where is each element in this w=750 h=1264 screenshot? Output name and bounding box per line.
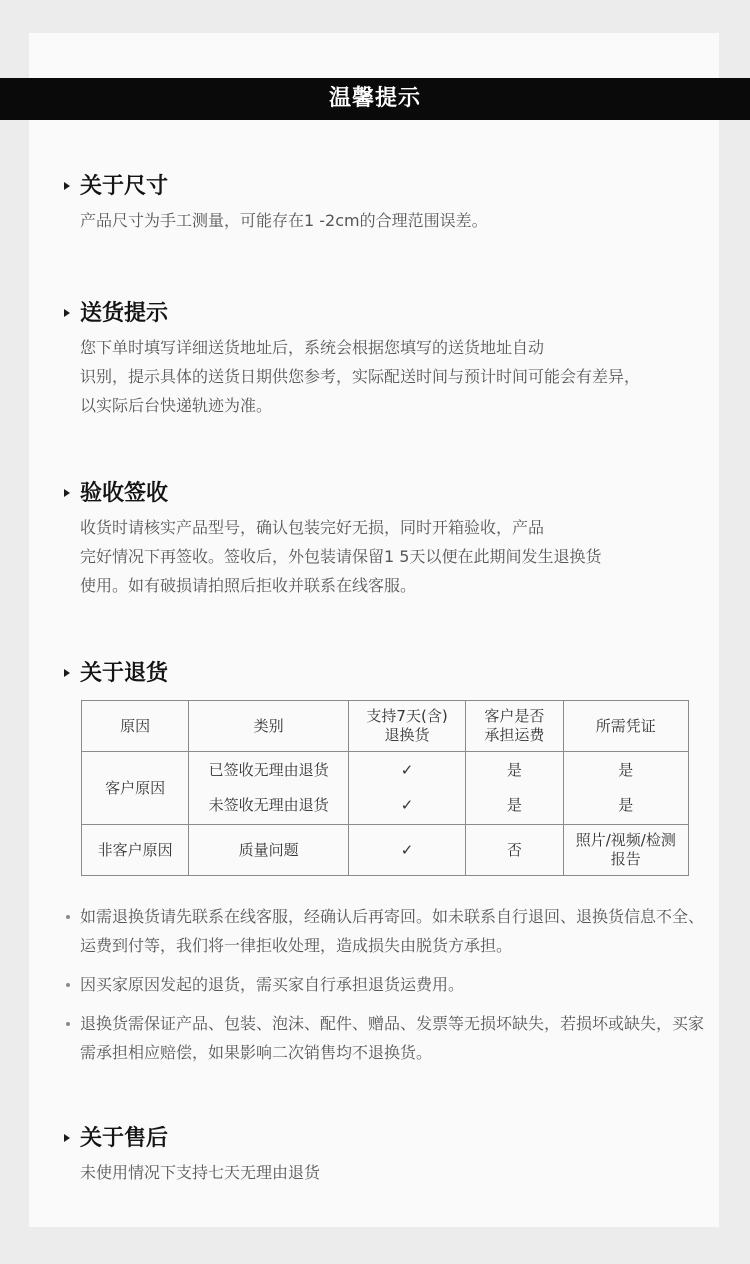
returns-notes xyxy=(64,902,714,1077)
cell-category xyxy=(189,752,349,825)
triangle-bullet-icon xyxy=(64,489,70,497)
section-title-text: 送货提示 xyxy=(80,301,169,326)
checkmark-icon: ✓ xyxy=(400,761,414,779)
triangle-bullet-icon xyxy=(64,309,70,317)
proof-value: 是 xyxy=(618,761,634,779)
triangle-bullet-icon xyxy=(64,669,70,677)
checkmark-icon: ✓ xyxy=(348,825,465,876)
section-title xyxy=(64,659,714,689)
section-body: 产品尺寸为手工测量，可能存在1 -2cm的合理范围误差。 xyxy=(80,211,488,230)
category-item: 未签收无理由退货 xyxy=(208,796,329,814)
table-row xyxy=(82,825,689,876)
header-proof: 所需凭证 xyxy=(563,701,688,752)
section-title xyxy=(64,299,714,329)
section-title xyxy=(64,1124,714,1154)
section-body: 您下单时填写详细送货地址后，系统会根据您填写的送货地址自动 识别，提示具体的送货日期供您参考，实际配送时间与预计时间可能会有差异， 以实际后台快递轨迹为准。 xyxy=(80,338,641,415)
section-aftersale xyxy=(64,1124,714,1187)
list-item xyxy=(64,902,714,960)
cell-proof: 照片/视频/检测 报告 xyxy=(563,825,688,876)
category-item: 已签收无理由退货 xyxy=(208,761,329,779)
note-text: 因买家原因发起的退货，需买家自行承担退货运费用。 xyxy=(80,975,465,994)
returns-table xyxy=(81,700,689,876)
header-bear: 客户是否 承担运费 xyxy=(466,701,563,752)
header-support: 支持7天(含) 退换货 xyxy=(348,701,465,752)
cell-bear xyxy=(466,752,563,825)
triangle-bullet-icon xyxy=(64,1134,70,1142)
list-item xyxy=(64,970,714,999)
triangle-bullet-icon xyxy=(64,182,70,190)
table-header-row xyxy=(82,701,689,752)
page-banner: 温馨提示 xyxy=(0,78,750,120)
dot-bullet-icon xyxy=(66,983,70,987)
section-body: 收货时请核实产品型号，确认包装完好无损，同时开箱验收，产品 完好情况下再签收。签收后，外包装请保留1 5天以便在此期间发生退换货 使用。如有破损请拍照后拒收并联系在线客服。 xyxy=(80,518,602,595)
dot-bullet-icon xyxy=(66,915,70,919)
section-title xyxy=(64,479,714,509)
bear-value: 是 xyxy=(506,796,522,814)
dot-bullet-icon xyxy=(66,1022,70,1026)
cell-support xyxy=(348,752,465,825)
section-inspection xyxy=(64,479,714,600)
section-returns xyxy=(64,659,714,689)
note-text: 如需退换货请先联系在线客服，经确认后再寄回。如未联系自行退回、退换货信息不全、运费到付等，我们将一律拒收处理，造成损失由脱货方承担。 xyxy=(80,907,705,955)
section-title xyxy=(64,172,714,202)
cell-reason: 客户原因 xyxy=(82,752,189,825)
note-text: 退换货需保证产品、包装、泡沫、配件、赠品、发票等无损坏缺失，若损坏或缺失，买家需承担相应赔偿，如果影响二次销售均不退换货。 xyxy=(80,1014,705,1062)
table-row xyxy=(82,752,689,825)
section-title-text: 关于尺寸 xyxy=(80,174,169,199)
proof-value: 是 xyxy=(618,796,634,814)
cell-reason: 非客户原因 xyxy=(82,825,189,876)
section-body: 未使用情况下支持七天无理由退货 xyxy=(80,1163,321,1182)
cell-proof xyxy=(563,752,688,825)
checkmark-icon: ✓ xyxy=(400,796,414,814)
cell-bear: 否 xyxy=(466,825,563,876)
section-title-text: 关于售后 xyxy=(80,1126,169,1151)
section-title-text: 关于退货 xyxy=(80,661,169,686)
section-size xyxy=(64,172,714,235)
bear-value: 是 xyxy=(506,761,522,779)
section-title-text: 验收签收 xyxy=(80,481,169,506)
section-delivery xyxy=(64,299,714,420)
cell-category: 质量问题 xyxy=(189,825,349,876)
header-category: 类别 xyxy=(189,701,349,752)
header-reason: 原因 xyxy=(82,701,189,752)
list-item xyxy=(64,1009,714,1067)
